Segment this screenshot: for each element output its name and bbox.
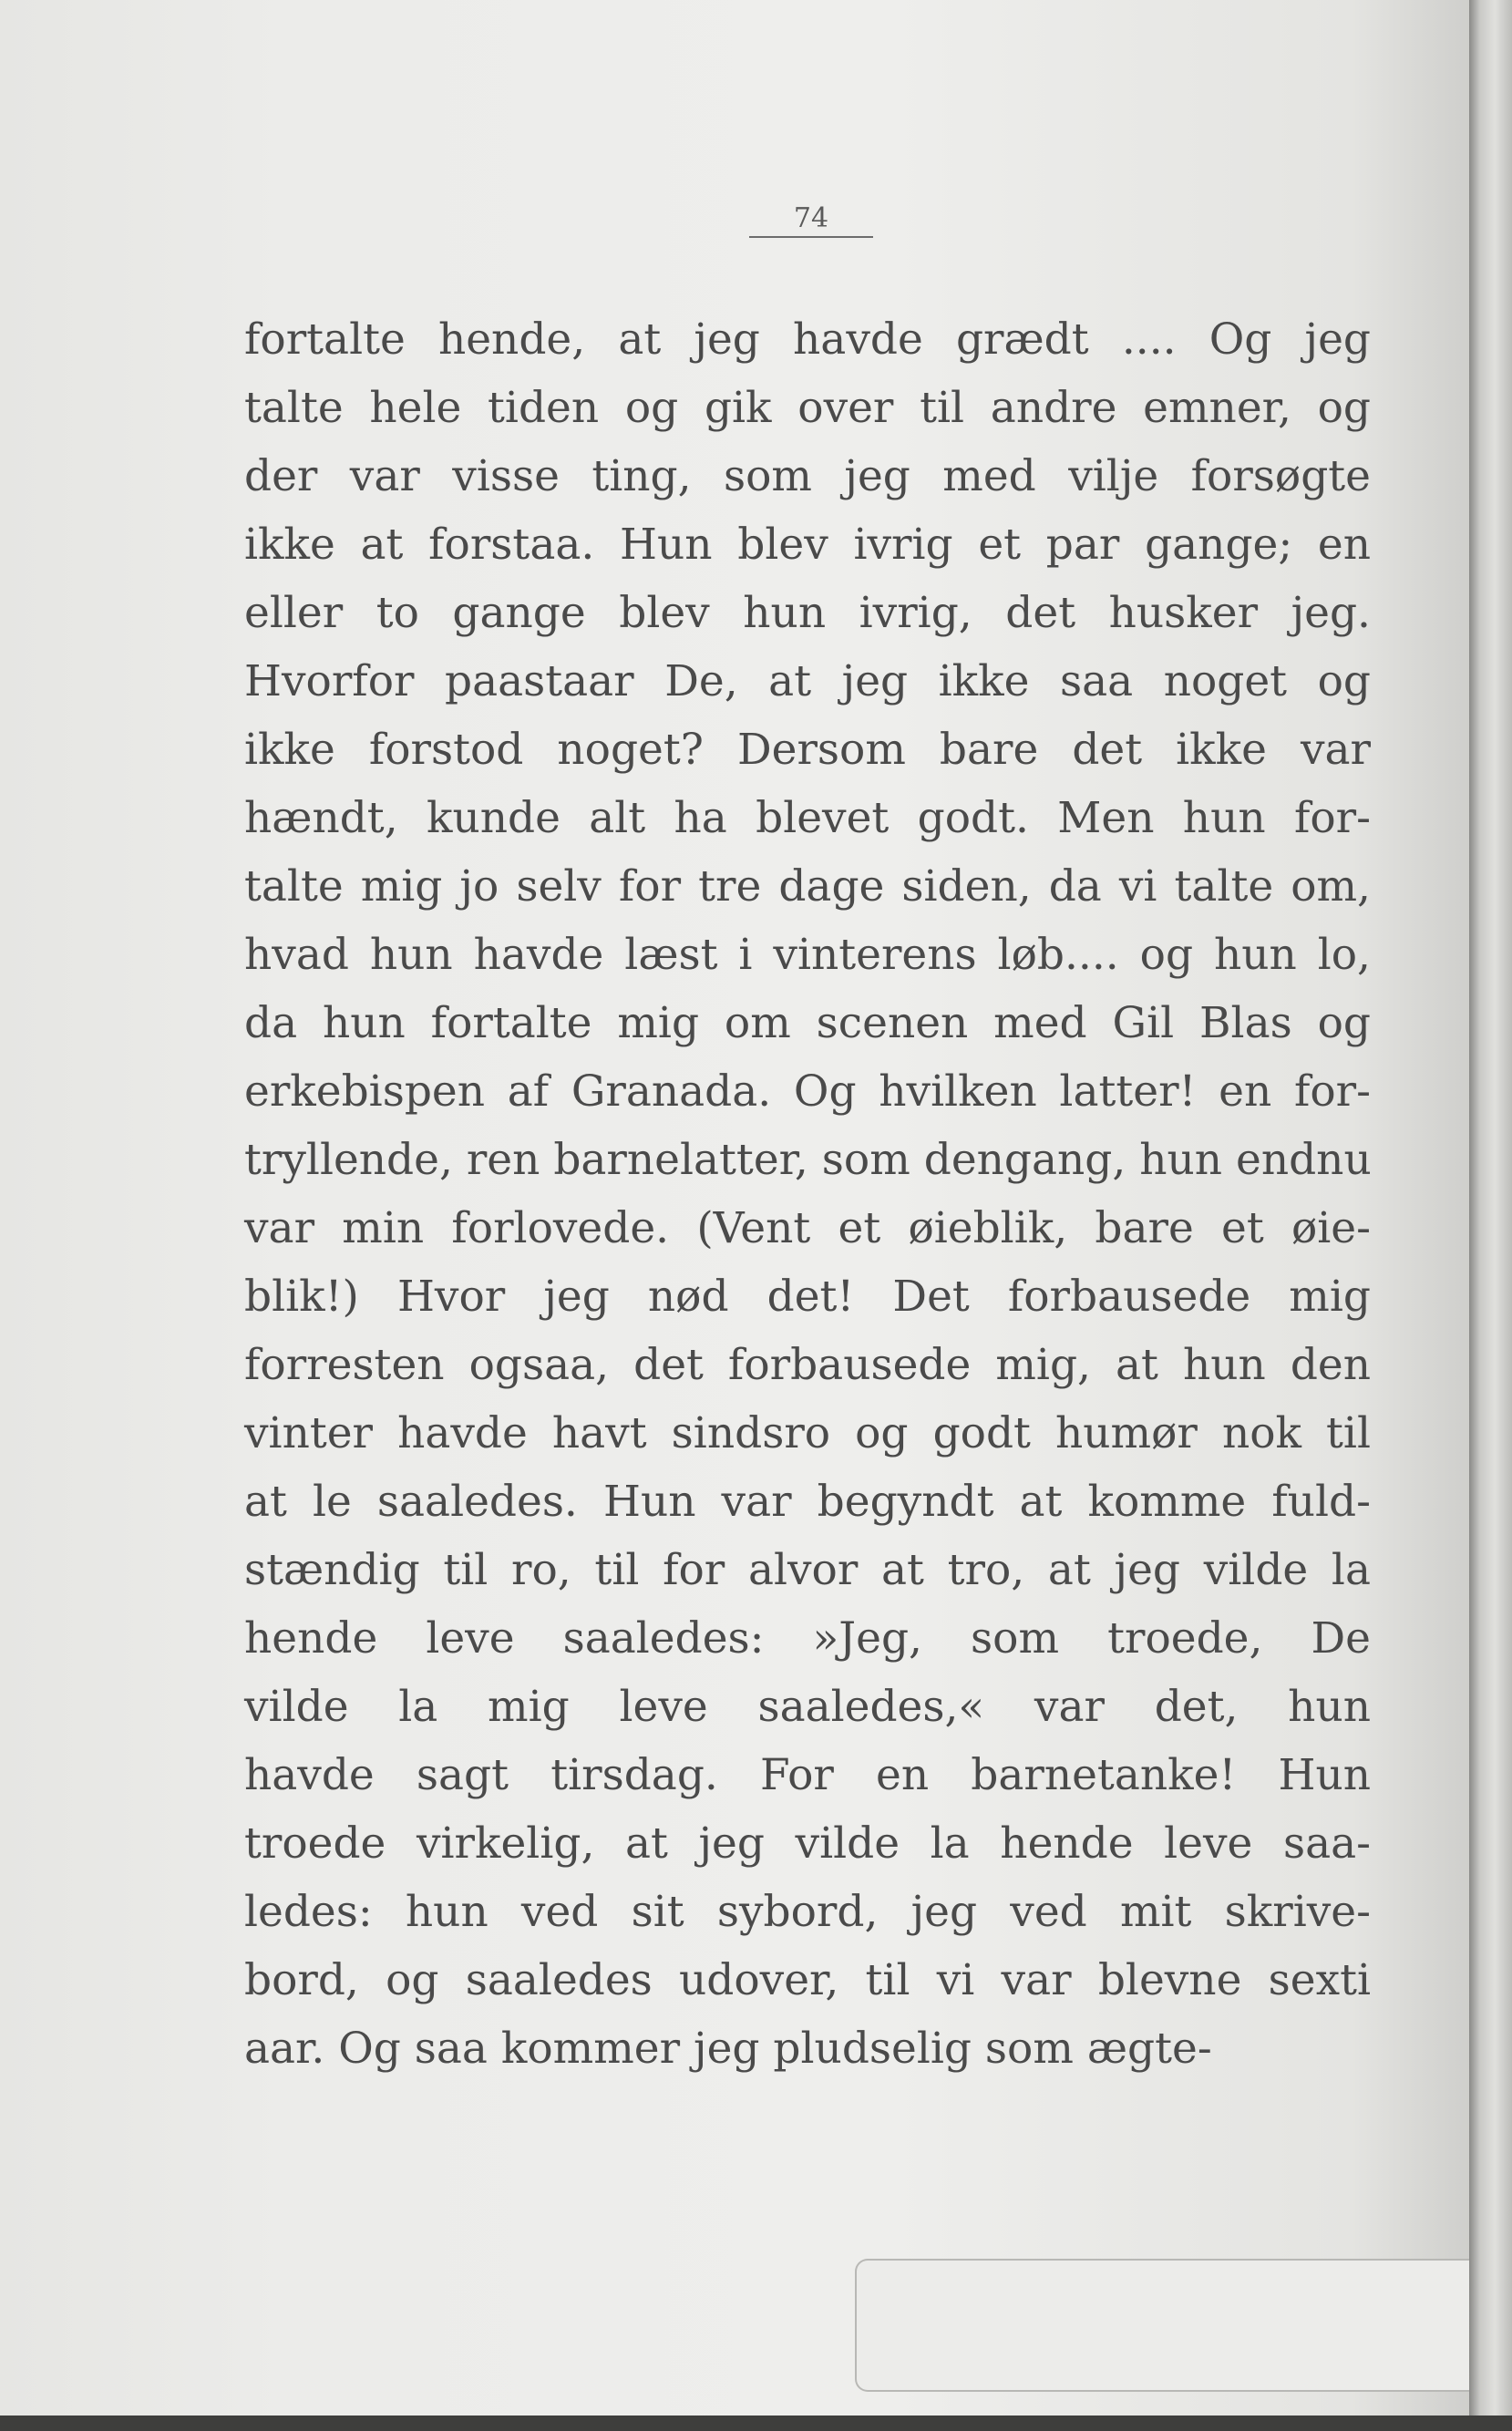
body-text [244, 305, 1371, 2083]
text-line: var min forlovede. (Vent et øieblik, bare et øie- [244, 1203, 1371, 1253]
text-line: eller to gange blev hun ivrig, det husker jeg. [244, 588, 1371, 638]
text-line: forresten ogsaa, det forbausede mig, at hun den [244, 1340, 1371, 1390]
text-line: der var visse ting, som jeg med vilje forsøgte [244, 451, 1371, 501]
text-line: fortalte hende, at jeg havde grædt .... Og jeg [244, 314, 1371, 365]
text-line: erkebispen af Granada. Og hvilken latter! en for- [244, 1066, 1371, 1117]
text-line: havde sagt tirsdag. For en barnetanke! Hun [244, 1750, 1371, 1800]
text-line: ikke at forstaa. Hun blev ivrig et par gange; en [244, 520, 1371, 570]
text-line: da hun fortalte mig om scenen med Gil Blas og [244, 998, 1371, 1048]
text-line: Hvorfor paastaar De, at jeg ikke saa noget og [244, 656, 1371, 706]
text-line: ikke forstod noget? Dersom bare det ikke var [244, 725, 1371, 775]
text-line: hvad hun havde læst i vinterens løb.... og hun lo, [244, 930, 1371, 980]
text-line: stændig til ro, til for alvor at tro, at jeg vilde la [244, 1545, 1371, 1595]
text-line: at le saaledes. Hun var begyndt at komme fuld- [244, 1477, 1371, 1527]
text-line: talte hele tiden og gik over til andre emner, og [244, 383, 1371, 433]
text-line: aar. Og saa kommer jeg pludselig som ægte- [244, 2024, 1212, 2074]
text-line: ledes: hun ved sit sybord, jeg ved mit skrive- [244, 1887, 1371, 1937]
text-line: vinter havde havt sindsro og godt humør nok til [244, 1408, 1371, 1458]
text-line: troede virkelig, at jeg vilde la hende leve saa- [244, 1818, 1371, 1869]
text-line: vilde la mig leve saaledes,« var det, hun [244, 1682, 1371, 1732]
page-number: 74 [749, 202, 873, 238]
text-line: talte mig jo selv for tre dage siden, da vi talte om, [244, 861, 1371, 912]
text-line: blik!) Hvor jeg nød det! Det forbausede mig [244, 1272, 1371, 1322]
text-line: bord, og saaledes udover, til vi var blevne sexti [244, 1955, 1371, 2005]
scan-border [0, 2416, 1512, 2431]
text-line: hende leve saaledes: »Jeg, som troede, De [244, 1613, 1371, 1664]
text-line: tryllende, ren barnelatter, som dengang, hun endnu [244, 1135, 1372, 1185]
text-line: hændt, kunde alt ha blevet godt. Men hun for- [244, 793, 1371, 843]
page-edge [1469, 0, 1512, 2431]
paper-slip [855, 2259, 1495, 2392]
